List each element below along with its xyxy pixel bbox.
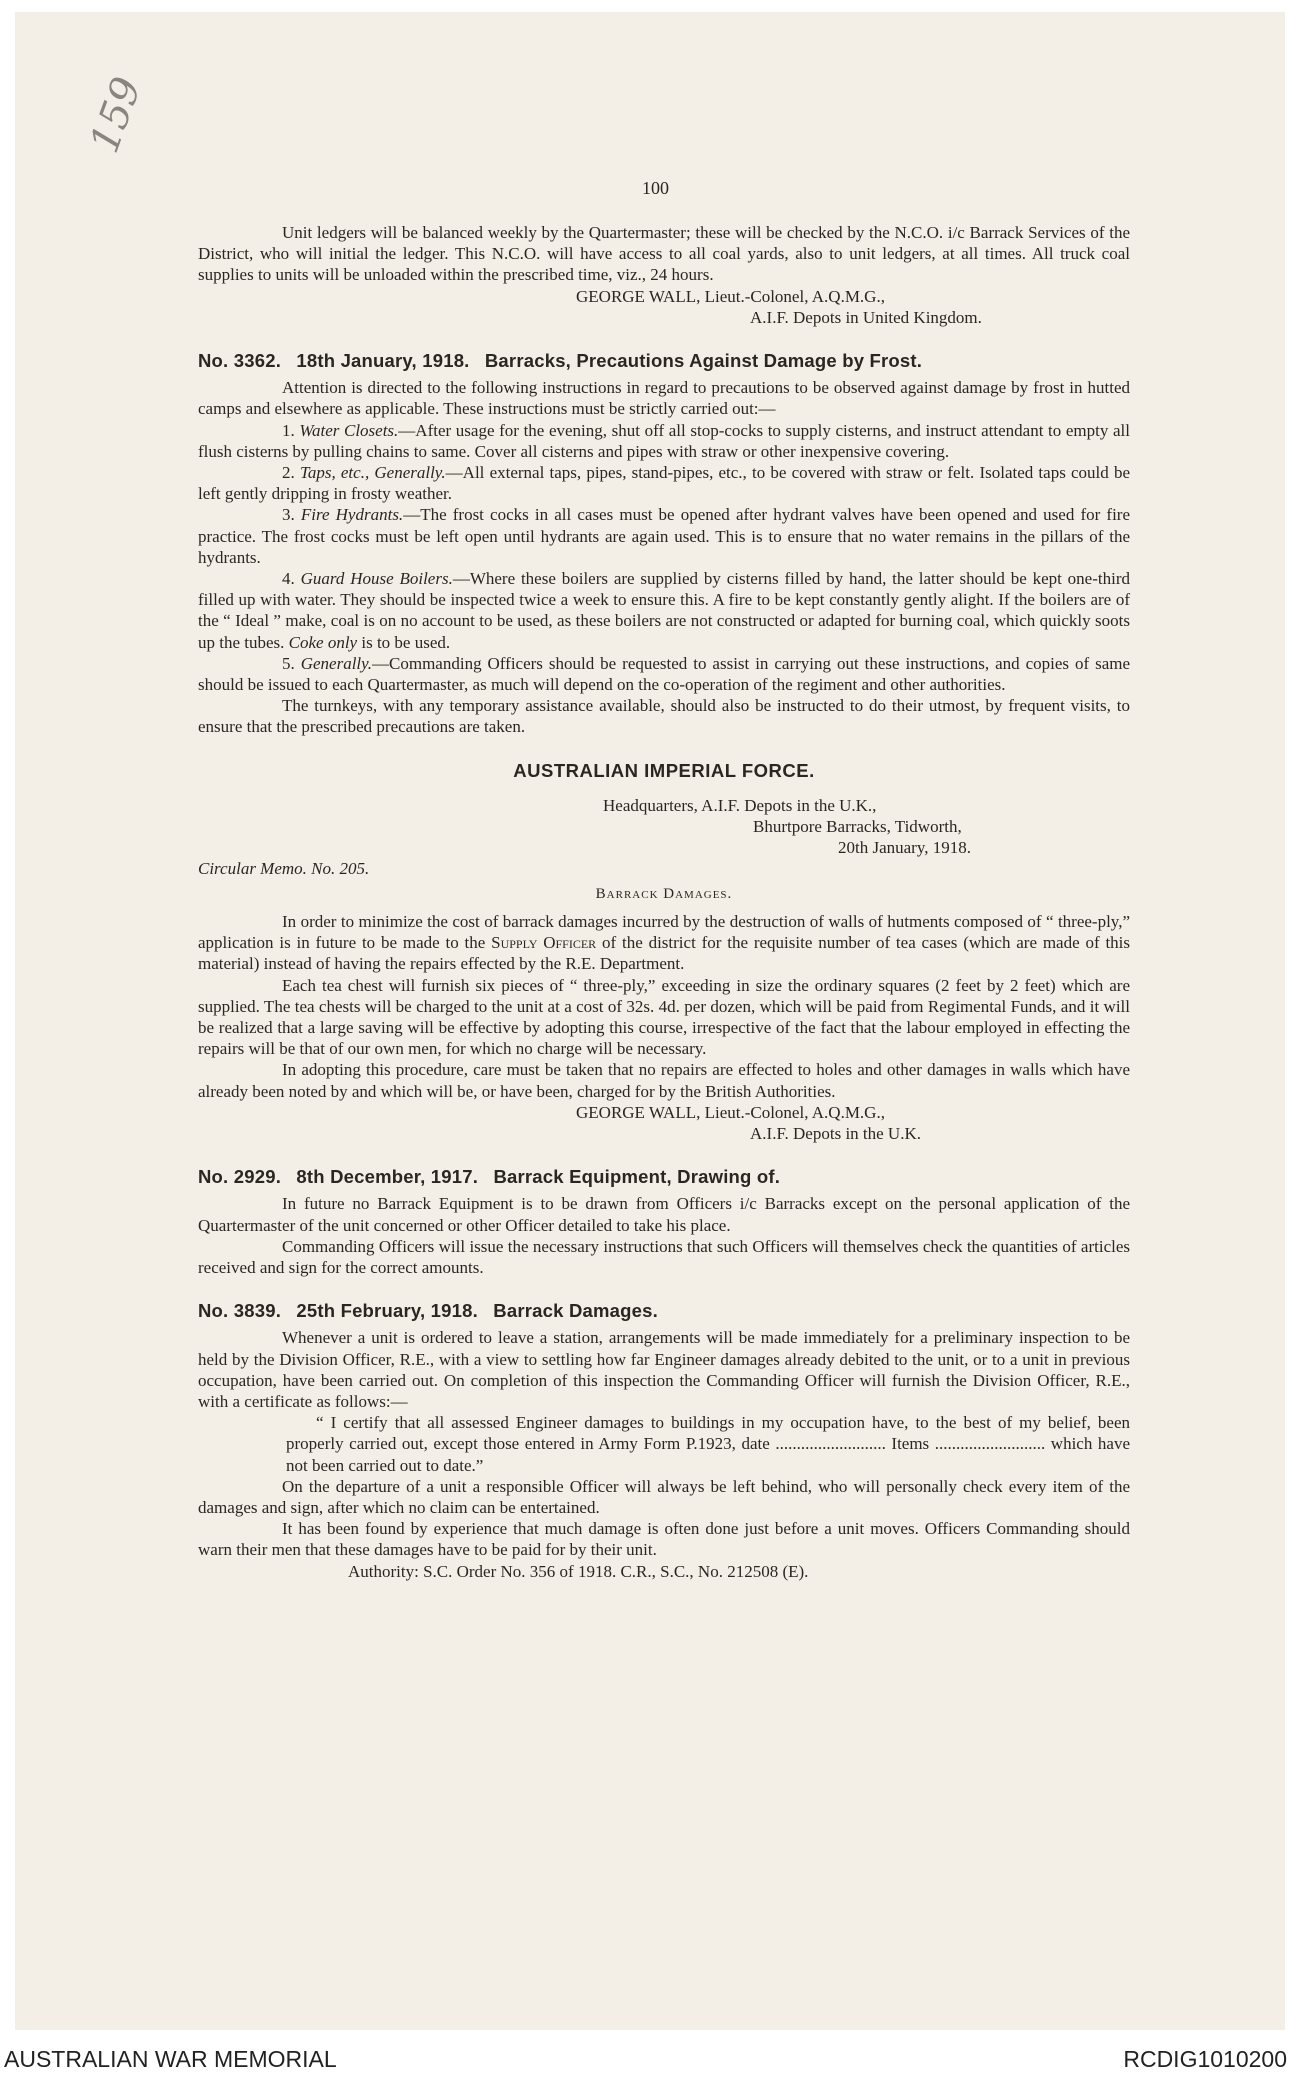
item-label: Fire Hydrants. [300,505,404,525]
footer-institution: AUSTRALIAN WAR MEMORIAL [4,2046,337,2072]
memo-supply-officer: Supply Officer [491,933,597,953]
order-3839-paragraph-1: Whenever a unit is ordered to leave a station, arrangements will be made immediately for a preliminary inspection to be held by the Division Officer, R.E., with a view to settling how far Engineer damages already debited to the unit, or to a unit in previous occupation, have been carried out. On completion of this inspection the Commanding Officer will furnish the Division Officer, R.E., with a certificate as follows:— [198,1328,1130,1411]
item-text: —After usage for the evening, shut off all stop-cocks to supply cisterns, and instruct attendant to empty all flush cisterns by pulling chains to same. Cover all cisterns and pipes with straw or other inexpensive covering. [198,420,1130,461]
order-number: No. 3362. [198,350,282,372]
order-3839-paragraph-3: It has been found by experience that much damage is often done just before a unit moves. Officers Commanding should warn their men that these damages have to be paid for by their unit. [198,1519,1130,1560]
signature-line-1: GEORGE WALL, Lieut.-Colonel, A.Q.M.G., [576,286,885,306]
certificate-quote [198,1412,1130,1476]
item-text: —All external taps, pipes, stand-pipes, etc., to be covered with straw or felt. Isolated taps could be left gently dripping in frosty weather. [198,463,1130,504]
circular-memo-number: Circular Memo. No. 205. [198,859,370,879]
order-3839-heading [198,1300,1130,1321]
order-2929-paragraph-1: In future no Barrack Equipment is to be drawn from Officers i/c Barracks except on the personal application of the Quartermaster of the unit concerned or other Officer detailed to take his place. [198,1194,1130,1235]
item-number: 3. [282,505,295,525]
order-number: No. 2929. [198,1166,282,1188]
order-3362-item-3 [198,504,1130,568]
aif-heading: AUSTRALIAN IMPERIAL FORCE. [513,759,815,781]
item-tail: is to be used. [361,632,451,652]
item-number: 5. [282,653,295,673]
certificate-text: “ I certify that all assessed Engineer damages to buildings in my occupation have, to the best of my belief, been properly carried out, except those entered in Army Form P.1923, date .......................... Items .......................... which have not been carried out to date.” [286,1413,1130,1475]
item-label: Taps, etc., Generally. [299,463,446,483]
footer-record-id: RCDIG1010200 [1123,2046,1287,2072]
order-3362-intro: Attention is directed to the following instructions in regard to precautions to be observed against damage by frost in hutted camps and elsewhere as applicable. These instructions must be strictly carried out:— [198,378,1130,419]
order-3362-item-2 [198,462,1130,504]
order-3362-item-5 [198,653,1130,695]
memo-paragraph-1 [198,911,1130,975]
item-number: 4. [282,569,295,589]
item-label: Water Closets. [299,420,399,440]
signature-line-2: A.I.F. Depots in United Kingdom. [750,307,982,327]
order-date: 25th February, 1918. [296,1300,478,1322]
item-number: 1. [282,420,295,440]
order-number: No. 3839. [198,1300,282,1322]
memo-text: In order to minimize the cost of barrack damages incurred by the destruction of walls of hutments composed of “ three-ply,” application is in future to be made to the [198,911,1130,953]
order-3362-closing: The turnkeys, with any temporary assistance available, should also be instructed to do their utmost, by frequent visits, to ensure that the prescribed precautions are taken. [198,696,1130,737]
order-3362-item-1 [198,420,1130,462]
order-title: Barrack Equipment, Drawing of. [493,1166,781,1188]
document-body [198,222,1130,1582]
order-title: Barracks, Precautions Against Damage by Frost. [484,350,923,372]
item-text: —Where these boilers are supplied by cisterns filled by hand, the latter should be kept one-third filled up with water. They should be inspected twice a week to ensure this. A fire to be kept constantly gently alight. If the boilers are of the “ Ideal ” make, coal is on no account to be used, as these boilers are not constructed or adapted for burning coal, which quickly soots up the tubes. [198,569,1130,652]
order-3362-item-4 [198,568,1130,653]
intro-paragraph: Unit ledgers will be balanced weekly by the Quartermaster; these will be checked by the N.C.O. i/c Barrack Services of the District, who will initial the ledger. This N.C.O. will have access to all coal yards, also to unit ledgers, at all times. All truck coal supplies to units will be unloaded within the prescribed time, viz., 24 hours. [198,223,1130,285]
order-date: 8th December, 1917. [296,1166,479,1188]
item-text: —The frost cocks in all cases must be opened after hydrant valves have been opened and used for fire practice. The frost cocks must be left open until hydrants are again used. This is to ensure that no water remains in the pillars of the hydrants. [198,505,1131,567]
address-date: 20th January, 1918. [838,838,971,858]
memo-subheading: Barrack Damages. [595,885,733,902]
memo-signature-line-2: A.I.F. Depots in the U.K. [750,1123,921,1143]
handwritten-folio-number: 159 [81,71,151,159]
address-line-1: Headquarters, A.I.F. Depots in the U.K., [603,795,877,815]
memo-text-continued: of the district for the requisite number of tea cases (which are made of this material) instead of having the repairs effected by the R.E. Department. [198,933,1131,974]
order-3362-heading [198,350,1130,371]
item-label: Guard House Boilers. [300,569,453,589]
item-text: —Commanding Officers should be requested to assist in carrying out these instructions, and copies of same should be issued to each Quartermaster, as much will depend on the co-operation of the regiment and other authorities. [198,653,1131,695]
page-number: 100 [642,178,669,198]
address-line-2: Bhurtpore Barracks, Tidworth, [753,817,962,837]
memo-signature-line-1: GEORGE WALL, Lieut.-Colonel, A.Q.M.G., [576,1102,885,1122]
order-title: Barrack Damages. [493,1300,658,1322]
item-number: 2. [282,463,295,483]
item-emphasis: Coke only [288,632,358,652]
item-label: Generally. [300,653,373,673]
authority-line: Authority: S.C. Order No. 356 of 1918. C.R., S.C., No. 212508 (E). [348,1561,809,1581]
order-2929-heading [198,1166,1130,1187]
order-date: 18th January, 1918. [296,350,470,372]
memo-paragraph-2: Each tea chest will furnish six pieces of “ three-ply,” exceeding in size the ordinary squares (2 feet by 2 feet) which are supplied. The tea chests will be charged to the unit at a cost of 32s. 4d. per dozen, which will be paid from Regimental Funds, and it will be realized that a large saving will be effective by adopting this course, irrespective of the fact that the labour employed in effecting the repairs will be that of our own men, for which no charge will be necessary. [198,975,1130,1059]
memo-paragraph-3: In adopting this procedure, care must be taken that no repairs are effected to holes and other damages in walls which have already been noted by and which will be, or have been, charged for by the British Authorities. [198,1060,1130,1101]
order-3839-paragraph-2: On the departure of a unit a responsible Officer will always be left behind, who will personally check every item of the damages and sign, after which no claim can be entertained. [198,1476,1130,1517]
order-2929-paragraph-2: Commanding Officers will issue the necessary instructions that such Officers will themselves check the quantities of articles received and sign for the correct amounts. [198,1236,1130,1277]
